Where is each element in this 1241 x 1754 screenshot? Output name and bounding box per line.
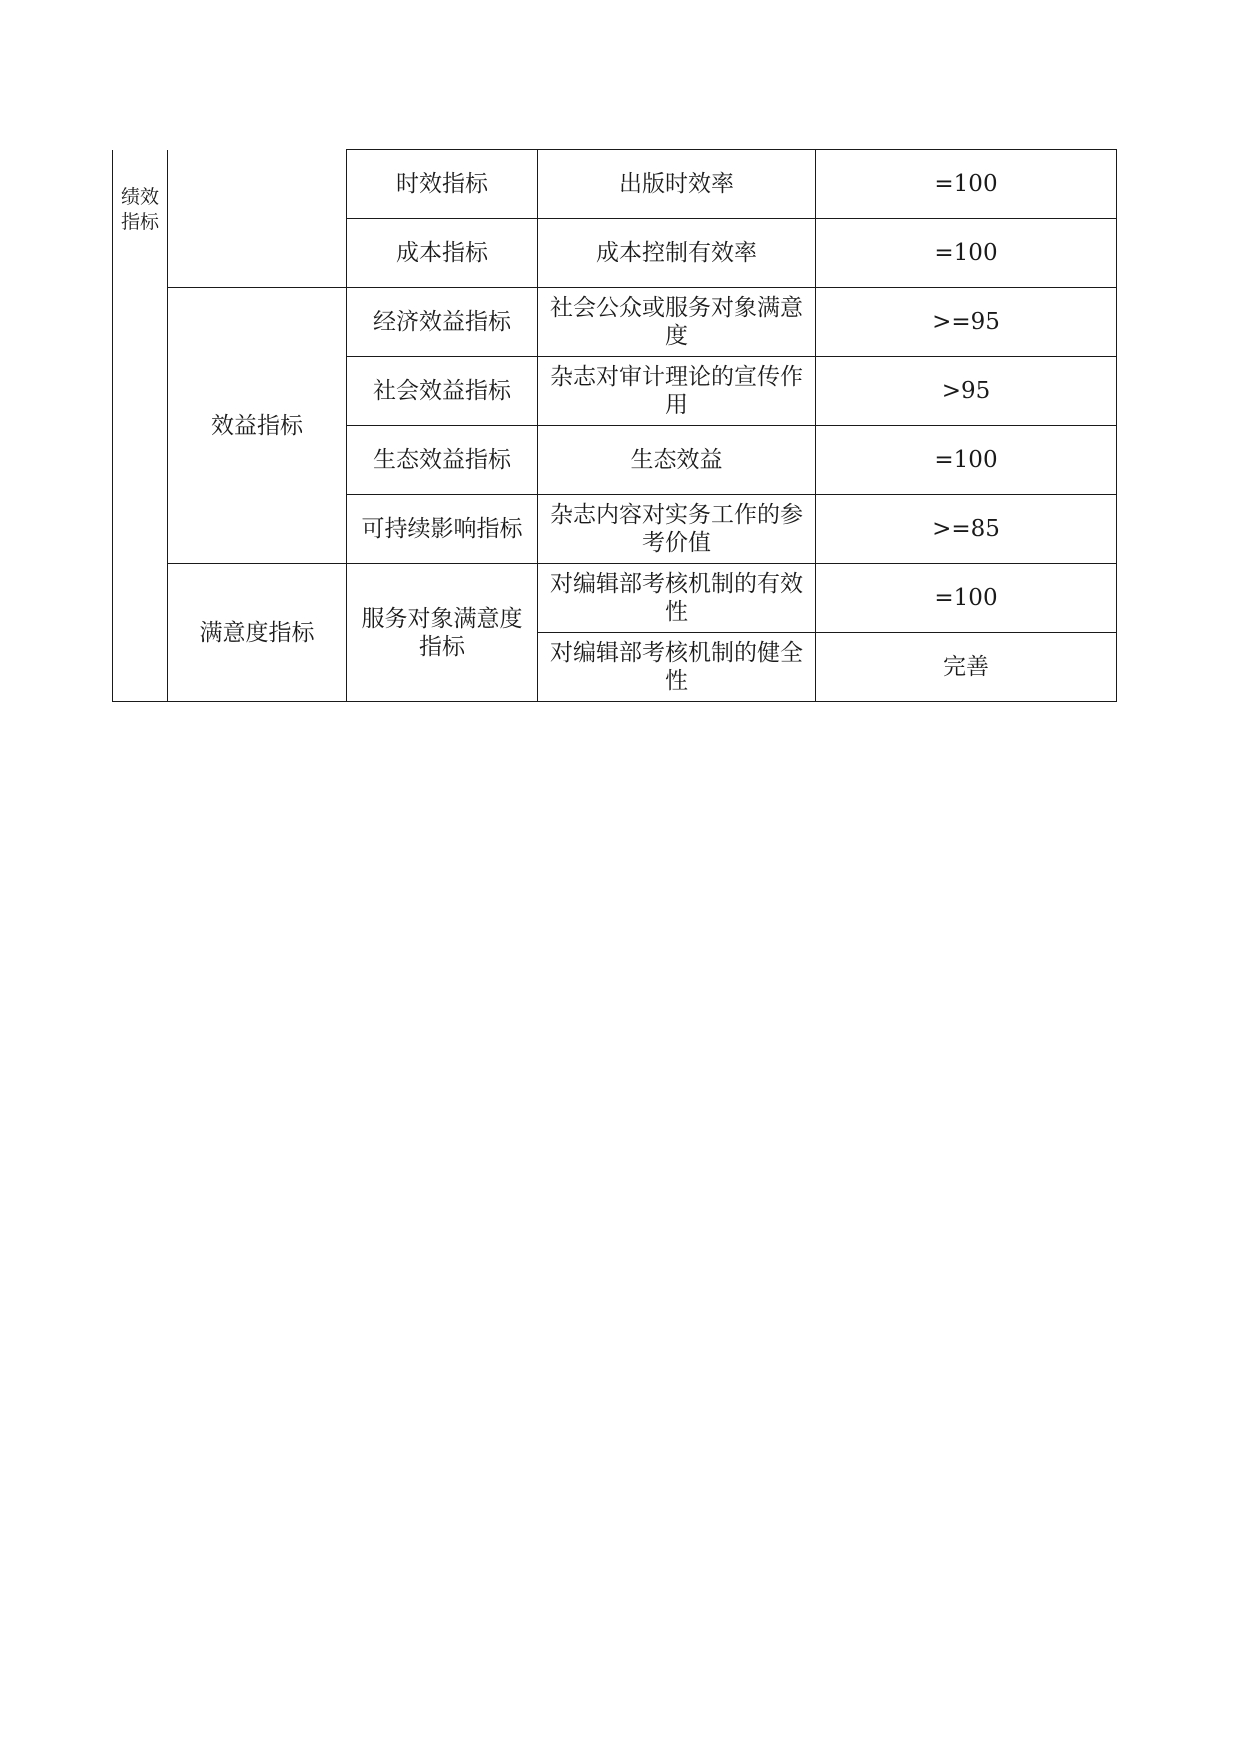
target-value: >95	[941, 378, 991, 404]
indicator-label: 杂志对审计理论的宣传作用	[550, 364, 803, 418]
target-value: =100	[934, 171, 998, 197]
level3-category-cell	[347, 564, 538, 702]
indicator-cell	[538, 288, 816, 357]
target-value-cell	[816, 150, 1117, 219]
table-row	[113, 150, 1117, 219]
level2-category-cell	[168, 288, 347, 564]
indicator-label: 对编辑部考核机制的健全性	[550, 640, 803, 694]
level2-category-label: 满意度指标	[199, 619, 315, 646]
target-value-cell	[816, 288, 1117, 357]
level2-category-cell	[168, 564, 347, 702]
table-row	[113, 564, 1117, 633]
indicator-label: 生态效益	[630, 447, 723, 473]
level3-category-cell	[347, 426, 538, 495]
indicator-cell	[538, 495, 816, 564]
target-value: =100	[934, 585, 998, 611]
indicator-cell	[538, 564, 816, 633]
indicator-cell	[538, 426, 816, 495]
target-value-cell	[816, 633, 1117, 702]
indicator-label: 杂志内容对实务工作的参考价值	[550, 502, 803, 556]
indicator-cell	[538, 219, 816, 288]
level3-category-label: 经济效益指标	[373, 309, 511, 335]
level3-category-cell	[347, 219, 538, 288]
performance-indicator-table	[112, 149, 1117, 702]
level2-category-label: 效益指标	[211, 412, 303, 439]
target-value-cell	[816, 564, 1117, 633]
target-value: =100	[934, 447, 998, 473]
indicator-label: 出版时效率	[619, 171, 734, 197]
target-value-cell	[816, 219, 1117, 288]
indicator-label: 社会公众或服务对象满意度	[550, 295, 803, 349]
level1-category-label: 绩效指标	[120, 186, 159, 234]
target-value: 完善	[943, 654, 989, 680]
table-row	[113, 288, 1117, 357]
target-value-cell	[816, 426, 1117, 495]
target-value: =100	[934, 240, 998, 266]
level1-category-cell	[113, 150, 168, 702]
level3-category-cell	[347, 357, 538, 426]
level3-category-label: 生态效益指标	[373, 447, 511, 473]
indicator-cell	[538, 357, 816, 426]
level2-category-cell	[168, 150, 347, 288]
level3-category-cell	[347, 288, 538, 357]
target-value: >=95	[932, 309, 1000, 335]
level3-category-cell	[347, 495, 538, 564]
target-value: >=85	[932, 516, 1000, 542]
target-value-cell	[816, 495, 1117, 564]
level3-category-label: 社会效益指标	[373, 378, 511, 404]
indicator-label: 对编辑部考核机制的有效性	[550, 571, 803, 625]
level3-category-cell	[347, 150, 538, 219]
indicator-cell	[538, 633, 816, 702]
level3-category-label: 时效指标	[396, 171, 488, 197]
indicator-label: 成本控制有效率	[596, 240, 757, 266]
level3-category-label: 成本指标	[396, 240, 488, 266]
level3-category-label: 服务对象满意度指标	[361, 605, 523, 660]
indicator-cell	[538, 150, 816, 219]
level3-category-label: 可持续影响指标	[361, 516, 523, 542]
target-value-cell	[816, 357, 1117, 426]
